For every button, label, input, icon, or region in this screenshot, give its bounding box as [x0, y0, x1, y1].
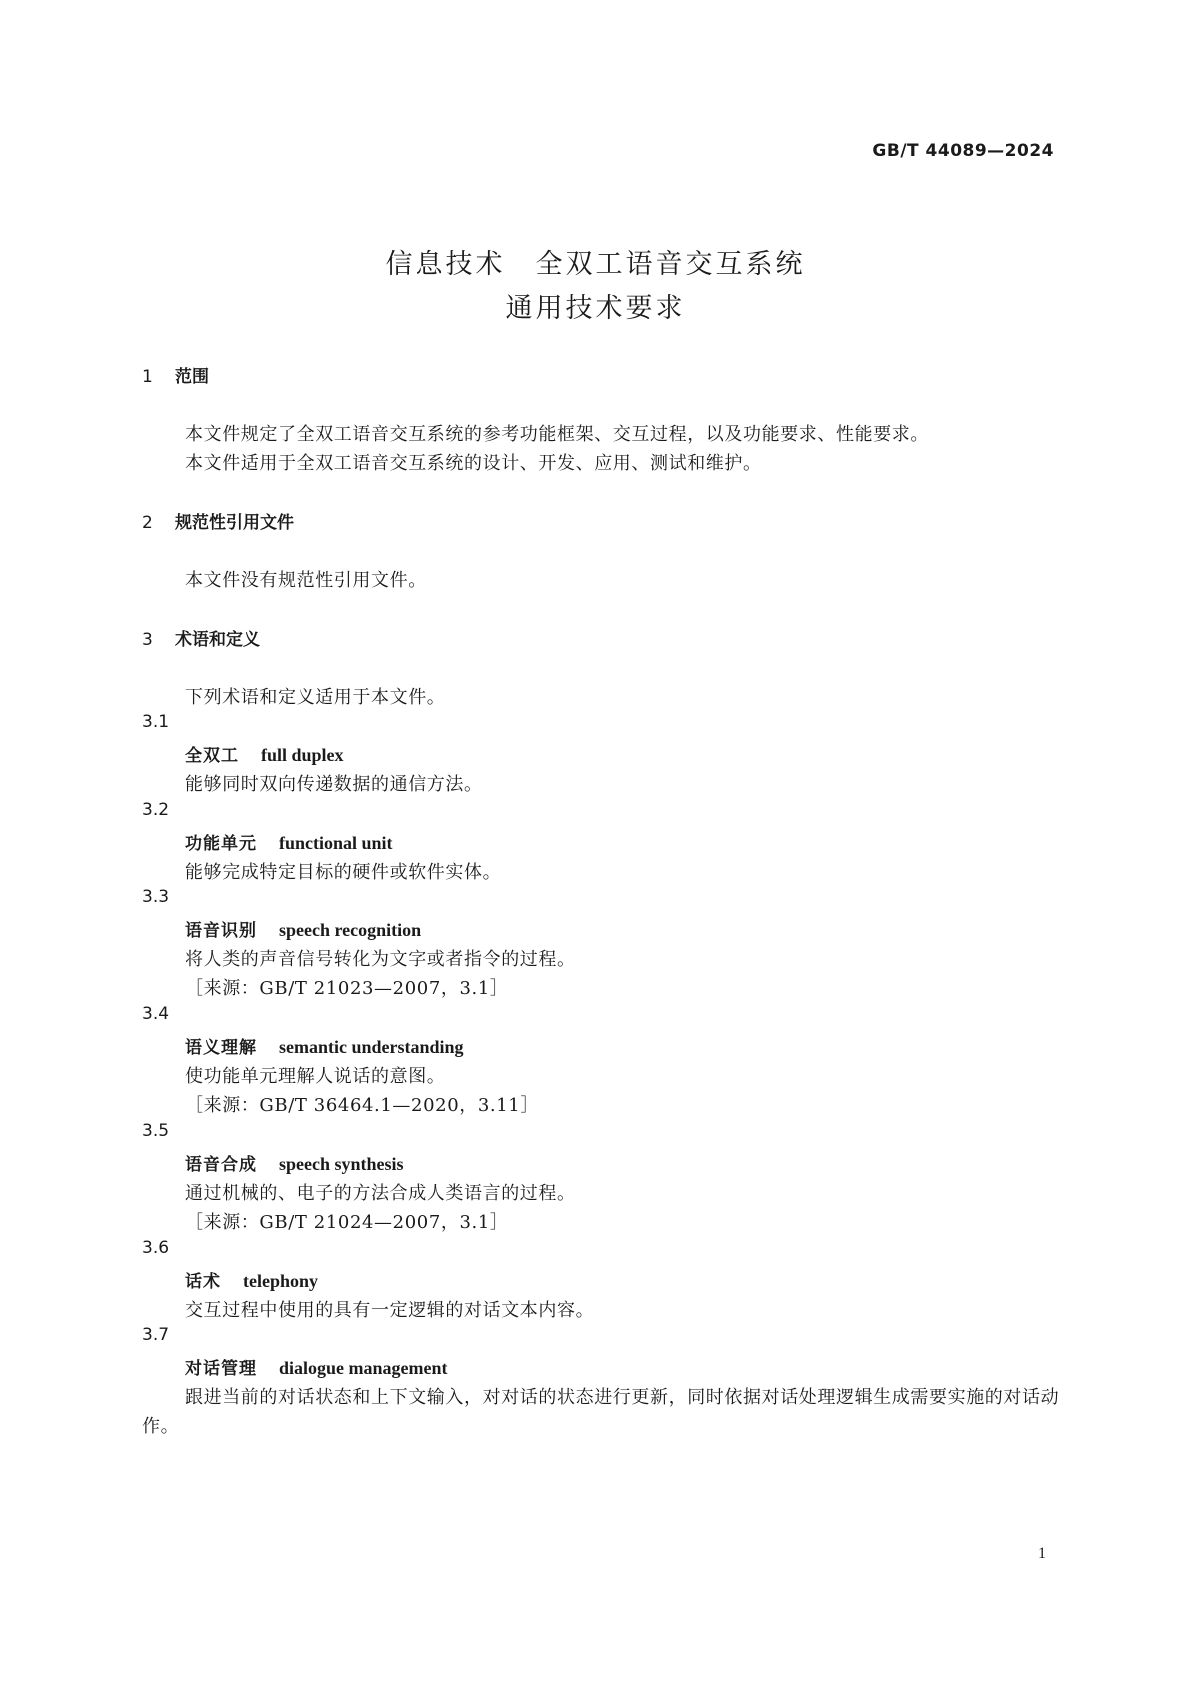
- term-definition: 能够完成特定目标的硬件或软件实体。: [185, 862, 502, 883]
- term-heading: [185, 741, 344, 766]
- paragraph: 本文件规定了全双工语音交互系统的参考功能框架、交互过程，以及功能要求、性能要求。: [185, 424, 929, 445]
- term-definition: 将人类的声音信号转化为文字或者指令的过程。: [185, 949, 576, 970]
- term-en: speech synthesis: [279, 1154, 404, 1174]
- section-title: 规范性引用文件: [175, 513, 294, 533]
- term-number: 3.7: [142, 1325, 170, 1345]
- paragraph: 本文件没有规范性引用文件。: [185, 570, 427, 591]
- term-zh: 对话管理: [185, 1359, 257, 1379]
- standard-code: GB/T 44089—2024: [872, 141, 1054, 161]
- term-number: 3.4: [142, 1004, 170, 1024]
- term-zh: 全双工: [185, 746, 239, 766]
- term-en: dialogue management: [279, 1358, 448, 1378]
- term-en: full duplex: [261, 745, 344, 765]
- section-heading-scope: [142, 362, 209, 387]
- term-en: speech recognition: [279, 920, 422, 940]
- term-zh: 语义理解: [185, 1038, 257, 1058]
- term-en: telephony: [243, 1271, 319, 1291]
- term-definition: 交互过程中使用的具有一定逻辑的对话文本内容。: [185, 1300, 595, 1321]
- term-heading: [185, 829, 393, 854]
- term-zh: 语音识别: [185, 921, 257, 941]
- document-title-line-1: 信息技术 全双工语音交互系统: [385, 249, 806, 280]
- term-definition: 使功能单元理解人说话的意图。: [185, 1066, 446, 1087]
- term-zh: 功能单元: [185, 834, 257, 854]
- term-source: ［来源：GB/T 21023—2007，3.1］: [185, 978, 509, 999]
- term-heading: [185, 1354, 448, 1379]
- term-definition: 跟进当前的对话状态和上下文输入，对对话的状态进行更新，同时依据对话处理逻辑生成需要实施的对话动作。: [142, 1387, 1060, 1437]
- section-heading-normative-references: [142, 508, 294, 533]
- section-number: 2: [142, 513, 153, 533]
- term-zh: 话术: [185, 1272, 221, 1292]
- paragraph: 本文件适用于全双工语音交互系统的设计、开发、应用、测试和维护。: [185, 453, 762, 474]
- term-number: 3.6: [142, 1238, 170, 1258]
- term-number: 3.1: [142, 712, 170, 732]
- term-number: 3.5: [142, 1121, 170, 1141]
- section-number: 3: [142, 630, 153, 650]
- term-heading: [185, 916, 421, 941]
- document-title-line-2: 通用技术要求: [505, 293, 686, 324]
- paragraph: 下列术语和定义适用于本文件。: [185, 687, 446, 708]
- term-definition: 通过机械的、电子的方法合成人类语言的过程。: [185, 1183, 576, 1204]
- page-number: 1: [1038, 1545, 1046, 1562]
- section-number: 1: [142, 367, 153, 387]
- term-heading: [185, 1033, 464, 1058]
- section-title: 范围: [175, 367, 209, 387]
- term-en: functional unit: [279, 833, 393, 853]
- term-heading: [185, 1150, 404, 1175]
- term-en: semantic understanding: [279, 1037, 464, 1057]
- term-source: ［来源：GB/T 21024—2007，3.1］: [185, 1212, 509, 1233]
- term-heading: [185, 1267, 318, 1292]
- section-title: 术语和定义: [175, 630, 260, 650]
- term-number: 3.3: [142, 887, 170, 907]
- term-zh: 语音合成: [185, 1155, 257, 1175]
- term-definition: 能够同时双向传递数据的通信方法。: [185, 774, 483, 795]
- section-heading-terms: [142, 625, 260, 650]
- term-source: ［来源：GB/T 36464.1—2020，3.11］: [185, 1095, 539, 1116]
- term-number: 3.2: [142, 800, 170, 820]
